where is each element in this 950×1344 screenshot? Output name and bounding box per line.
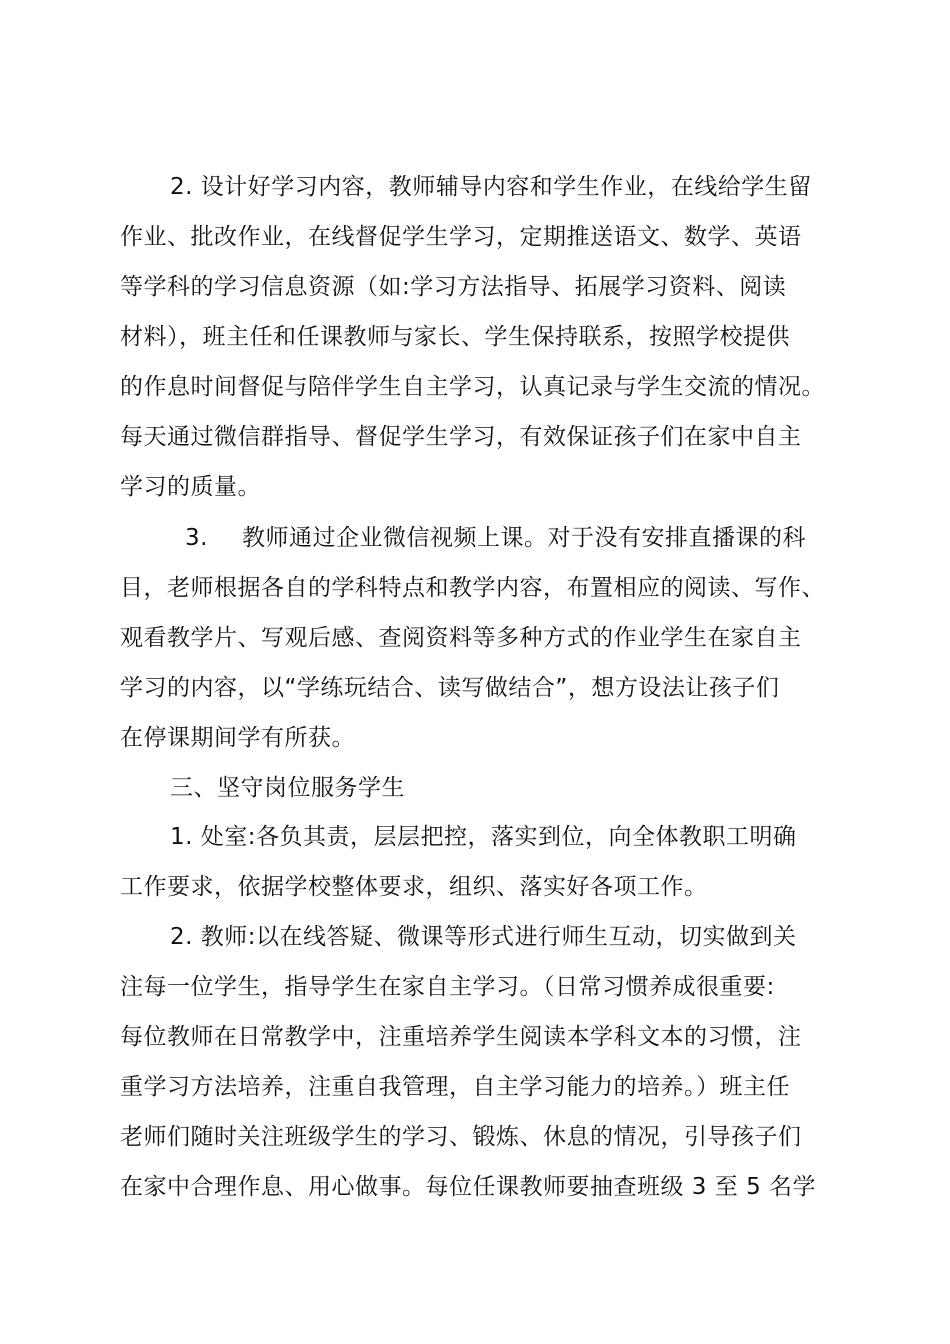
paragraph-2-line-1: 2. 设计好学习内容，教师辅导内容和学生作业，在线给学生留 bbox=[170, 174, 812, 200]
item-1-line-2: 工作要求，依据学校整体要求，组织、落实好各项工作。 bbox=[120, 874, 708, 900]
item-2-line-3: 每位教师在日常教学中，注重培养学生阅读本学科文本的习惯，注 bbox=[120, 1024, 802, 1050]
paragraph-2-line-4: 材料），班主任和任课教师与家长、学生保持联系，按照学校提供 bbox=[120, 324, 790, 350]
paragraph-3-line-2: 目，老师根据各自的学科特点和教学内容，布置相应的阅读、写作、 bbox=[120, 575, 825, 601]
item-2-line-4: 重学习方法培养，注重自我管理，自主学习能力的培养。）班主任 bbox=[120, 1074, 790, 1100]
paragraph-3-line-5: 在停课期间学有所获。 bbox=[120, 725, 355, 751]
item-1-line-1: 1. 处室:各负其责，层层把控，落实到位，向全体教职工明确 bbox=[170, 824, 797, 850]
paragraph-3-number: 3. bbox=[185, 525, 208, 551]
item-2-line-6: 在家中合理作息、用心做事。每位任课教师要抽查班级 3 至 5 名学 bbox=[120, 1174, 817, 1200]
paragraph-3-line-3: 观看教学片、写观后感、查阅资料等多种方式的作业学生在家自主 bbox=[120, 625, 802, 651]
paragraph-3-first-text: 教师通过企业微信视频上课。对于没有安排直播课的科 bbox=[241, 525, 806, 551]
item-2-line-5: 老师们随时关注班级学生的学习、锻炼、休息的情况，引导孩子们 bbox=[120, 1124, 802, 1150]
item-2-line-2: 注每一位学生，指导学生在家自主学习。（日常习惯养成很重要: bbox=[120, 974, 775, 1000]
paragraph-3-line-1 bbox=[185, 523, 806, 553]
paragraph-3-line-4: 学习的内容，以“学练玩结合、读写做结合”，想方设法让孩子们 bbox=[120, 675, 780, 701]
section-heading: 三、坚守岗位服务学生 bbox=[170, 775, 405, 801]
paragraph-2-line-6: 每天通过微信群指导、督促学生学习，有效保证孩子们在家中自主 bbox=[120, 424, 802, 450]
paragraph-2-line-5: 的作息时间督促与陪伴学生自主学习，认真记录与学生交流的情况。 bbox=[120, 374, 825, 400]
paragraph-2-line-2: 作业、批改作业，在线督促学生学习，定期推送语文、数学、英语 bbox=[120, 224, 802, 250]
item-2-line-1: 2. 教师:以在线答疑、微课等形式进行师生互动，切实做到关 bbox=[170, 924, 797, 950]
paragraph-2-line-7: 学习的质量。 bbox=[120, 474, 261, 500]
paragraph-2-line-3: 等学科的学习信息资源（如:学习方法指导、拓展学习资料、阅读 bbox=[120, 274, 787, 300]
